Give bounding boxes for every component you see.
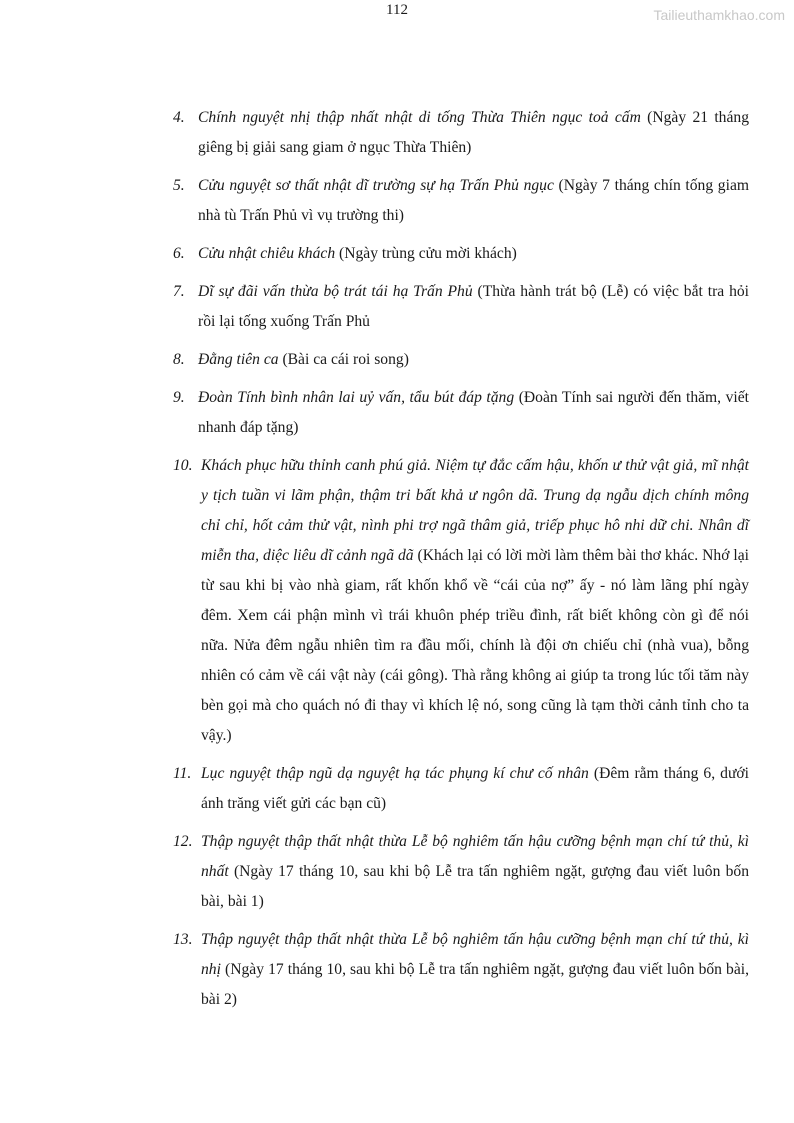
item-description: (Thừa hành trát bộ (Lễ) có việc bắt tra hỏi rồi lại tống xuống Trấn Phủ <box>198 283 749 330</box>
item-description: (Khách lại có lời mời làm thêm bài thơ khác. Nhớ lại từ sau khi bị vào nhà giam, rất khốn khổ về “cái của nợ” ấy - nó làm lãng phí ngày đêm. Xem cái phận mình vì trái khuôn phép triều đình, rất biết không còn gì để nói nữa. Nửa đêm ngẫu nhiên tìm ra đầu mối, chính là đội ơn chiếu chỉ (nhà vua), bỗng nhiên có cảm về cái vật này (cái gông). Thà rằng không ai giúp ta trong lúc tối tăm này bèn gọi mà cho quách nó đi thay vì khích lệ nó, song cũng là tạm thời cảnh tỉnh cho ta vậy.) <box>201 547 749 744</box>
list-item <box>173 277 749 337</box>
item-number: 4. <box>173 109 185 126</box>
item-title: Cửu nguyệt sơ thất nhật dĩ trường sự hạ Trấn Phủ ngục <box>198 177 559 194</box>
page-number: 112 <box>386 2 408 18</box>
list-item <box>173 759 749 819</box>
poem-list <box>173 103 749 1023</box>
item-number: 10. <box>173 457 193 474</box>
item-description: (Ngày trùng cửu mời khách) <box>339 245 517 262</box>
list-item <box>173 171 749 231</box>
item-number: 8. <box>173 351 185 368</box>
item-title: Thập nguyệt thập thất nhật thừa Lễ bộ nghiêm tấn hậu cưỡng bệnh mạn chí tứ thủ, kì nhị <box>201 931 749 978</box>
watermark: Tailieuthamkhao.com <box>653 7 785 23</box>
item-title: Chính nguyệt nhị thập nhất nhật di tống Thừa Thiên ngục toả cấm <box>198 109 648 126</box>
item-number: 5. <box>173 177 185 194</box>
item-description: (Bài ca cái roi song) <box>282 351 409 368</box>
item-description: (Đêm rằm tháng 6, dưới ánh trăng viết gửi các bạn cũ) <box>201 765 750 812</box>
item-description: (Ngày 17 tháng 10, sau khi bộ Lễ tra tấn nghiêm ngặt, gượng đau viết luôn bốn bài, bài 2) <box>201 961 749 1008</box>
item-title: Đằng tiên ca <box>198 351 283 368</box>
list-item <box>173 925 749 1015</box>
item-number: 13. <box>173 931 193 948</box>
item-title: Dĩ sự đãi vấn thừa bộ trát tái hạ Trấn Phủ <box>198 283 478 300</box>
item-description: (Ngày 17 tháng 10, sau khi bộ Lễ tra tấn nghiêm ngặt, gượng đau viết luôn bốn bài, bài 1) <box>201 863 750 910</box>
list-item <box>173 451 749 751</box>
item-title: Thập nguyệt thập thất nhật thừa Lễ bộ nghiêm tấn hậu cưỡng bệnh mạn chí tứ thủ, kì nhất <box>201 833 749 880</box>
item-number: 9. <box>173 389 185 406</box>
item-number: 7. <box>173 283 185 300</box>
item-description: (Đoàn Tính sai người đến thăm, viết nhanh đáp tặng) <box>198 389 749 436</box>
item-number: 11. <box>173 765 192 782</box>
list-item <box>173 103 749 163</box>
item-title: Khách phục hữu thỉnh canh phú giả. Niệm tự đắc cấm hậu, khốn ư thử vật giả, mĩ nhật y tịch tuần vi lãm phận, thậm tri bất khả ư ngôn dã. Trung dạ ngẫu dịch chính mông chỉ chỉ, hốt cảm thử vật, nình phi trợ ngã thâm giả, triếp phục hô nhi dữ chi. Nhân dĩ miễn tha, diệc liêu dĩ cảnh ngã dã <box>201 457 749 564</box>
item-title: Lục nguyệt thập ngũ dạ nguyệt hạ tác phụng kí chư cố nhân <box>201 765 594 782</box>
item-title: Cửu nhật chiêu khách <box>198 245 340 262</box>
list-item <box>173 383 749 443</box>
list-item <box>173 827 749 917</box>
list-item <box>173 345 749 375</box>
item-number: 12. <box>173 833 193 850</box>
item-title: Đoàn Tính bình nhân lai uỷ vấn, tẩu bút đáp tặng <box>198 389 519 406</box>
item-description: (Ngày 7 tháng chín tống giam nhà tù Trấn Phủ vì vụ trường thi) <box>198 177 749 224</box>
item-description: (Ngày 21 tháng giêng bị giải sang giam ở ngục Thừa Thiên) <box>198 109 749 156</box>
item-number: 6. <box>173 245 185 262</box>
list-item <box>173 239 749 269</box>
